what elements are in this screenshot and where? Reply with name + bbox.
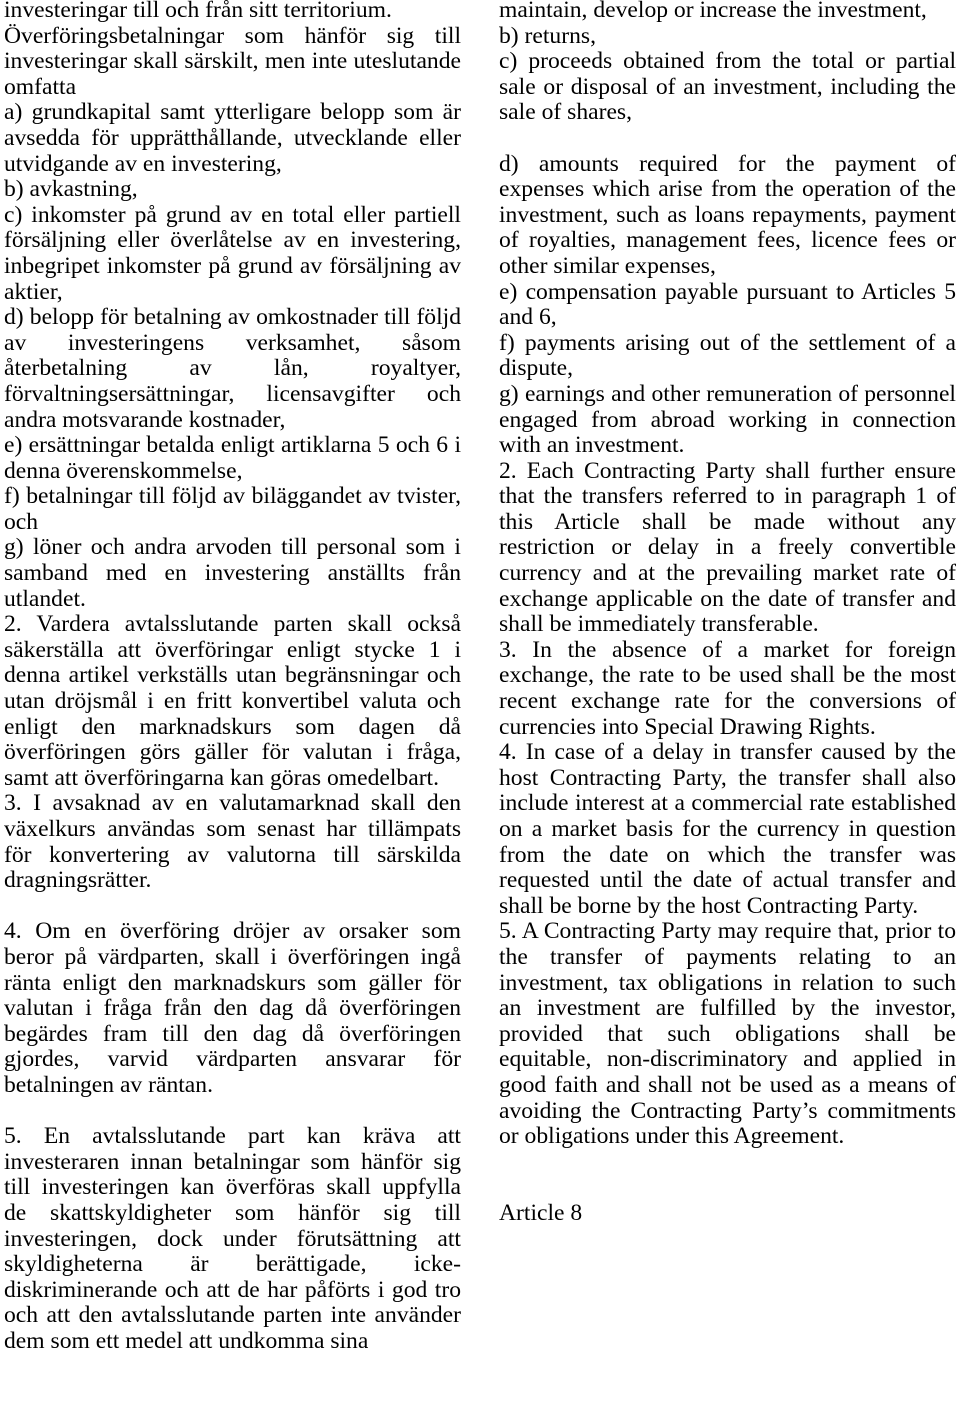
paragraph: Överföringsbetalningar som hänför sig till investeringar skall särskilt, men inte uteslutande omfatta <box>4 22 461 100</box>
paragraph: investeringar till och från sitt territorium. <box>4 0 392 23</box>
swedish-column <box>4 0 461 1354</box>
list-item: b) avkastning, <box>4 176 138 203</box>
list-item: a) grundkapital samt ytterligare belopp som är avsedda för upprätthållande, utvecklande eller utvidgande av en investering, <box>4 99 461 177</box>
list-item: c) inkomster på grund av en total eller partiell försäljning eller överlåtelse av en investering, inbegripet inkomster på grund av försäljning av aktier, <box>4 201 461 305</box>
paragraph-spacer <box>499 1150 956 1176</box>
list-item: e) compensation payable pursuant to Articles 5 and 6, <box>499 278 956 331</box>
paragraph: maintain, develop or increase the investment, <box>499 0 927 23</box>
paragraph-spacer <box>4 894 461 920</box>
paragraph: 4. In case of a delay in transfer caused by the host Contracting Party, the transfer shall also include interest at a commercial rate established on a market basis for the currency in question from the date on which the transfer was requested until the date of actual transfer and shall be borne by the host Contracting Party. <box>499 739 956 919</box>
list-item: f) betalningar till följd av biläggandet av tvister, och <box>4 483 461 535</box>
list-item: e) ersättningar betalda enligt artiklarna 5 och 6 i denna överenskommelse, <box>4 432 461 484</box>
list-item: d) amounts required for the payment of expenses which arise from the operation of the investment, such as loans repayments, payment of royalties, management fees, licence fees or other similar expenses, <box>499 150 956 279</box>
paragraph-spacer <box>499 126 956 152</box>
article-heading: Article 8 <box>499 1199 583 1226</box>
paragraph: 5. En avtalsslutande part kan kräva att investeraren innan betalningar som hänför sig till investeringen kan överföras skall uppfylla de skattskyldigheter som hänför sig till investeringen, dock under förutsättning att skyldigheterna är berättigade, icke-diskriminerande och att de har påförts i god tro och att den avtalsslutande parten inte använder dem som ett medel att undkomma sina <box>4 1123 461 1354</box>
english-column <box>499 0 956 1227</box>
paragraph: 2. Each Contracting Party shall further ensure that the transfers referred to in paragraph 1 of this Article shall be made without any restriction or delay in a freely convertible currency and at the prevailing market rate of exchange applicable on the date of transfer and shall be immediately transferable. <box>499 457 956 638</box>
list-item: d) belopp för betalning av omkostnader till följd av investeringens verksamhet, såsom återbetalning av lån, royaltyer, förvaltningsersättningar, licensavgifter och andra motsvarande kostnader, <box>4 304 461 433</box>
paragraph-spacer <box>4 1099 461 1125</box>
paragraph-spacer <box>499 1175 956 1201</box>
list-item: g) löner och andra arvoden till personal som i samband med en investering anställts från utlandet. <box>4 534 461 612</box>
list-item: b) returns, <box>499 22 596 49</box>
paragraph: 2. Vardera avtalsslutande parten skall också säkerställa att överföringar enligt stycke 1 i denna artikel verkställs utan begränsningar och utan dröjsmål i en fritt konvertibel valuta och enligt den marknadskurs som dagen då överföringen görs gäller för valutan i fråga, samt att överföringarna kan göras omedelbart. <box>4 611 461 791</box>
paragraph: 5. A Contracting Party may require that, prior to the transfer of payments relating to an investment, tax obligations in relation to such an investment are fulfilled by the investor, provided that such obligations shall be equitable, non-discriminatory and applied in good faith and shall not be used as a means of avoiding the Contracting Party’s commitments or obligations under this Agreement. <box>499 918 956 1150</box>
paragraph: 3. I avsaknad av en valutamarknad skall den växelkurs användas som senast har tillämpats för konvertering av valutorna till särskilda dragningsrätter. <box>4 790 461 894</box>
list-item: g) earnings and other remuneration of personnel engaged from abroad working in connection with an investment. <box>499 380 956 459</box>
paragraph: 3. In the absence of a market for foreign exchange, the rate to be used shall be the most recent exchange rate for the conversions of currencies into Special Drawing Rights. <box>499 636 956 740</box>
list-item: c) proceeds obtained from the total or partial sale or disposal of an investment, including the sale of shares, <box>499 48 956 126</box>
paragraph: 4. Om en överföring dröjer av orsaker som beror på värdparten, skall i överföringen ingå ränta enligt den marknadskurs som gäller för valutan i fråga från den dag då överföringen begärdes fram till den dag då överföringen gjordes, varvid värdparten ansvarar för betalningen av räntan. <box>4 918 461 1098</box>
list-item: f) payments arising out of the settlement of a dispute, <box>499 329 956 382</box>
